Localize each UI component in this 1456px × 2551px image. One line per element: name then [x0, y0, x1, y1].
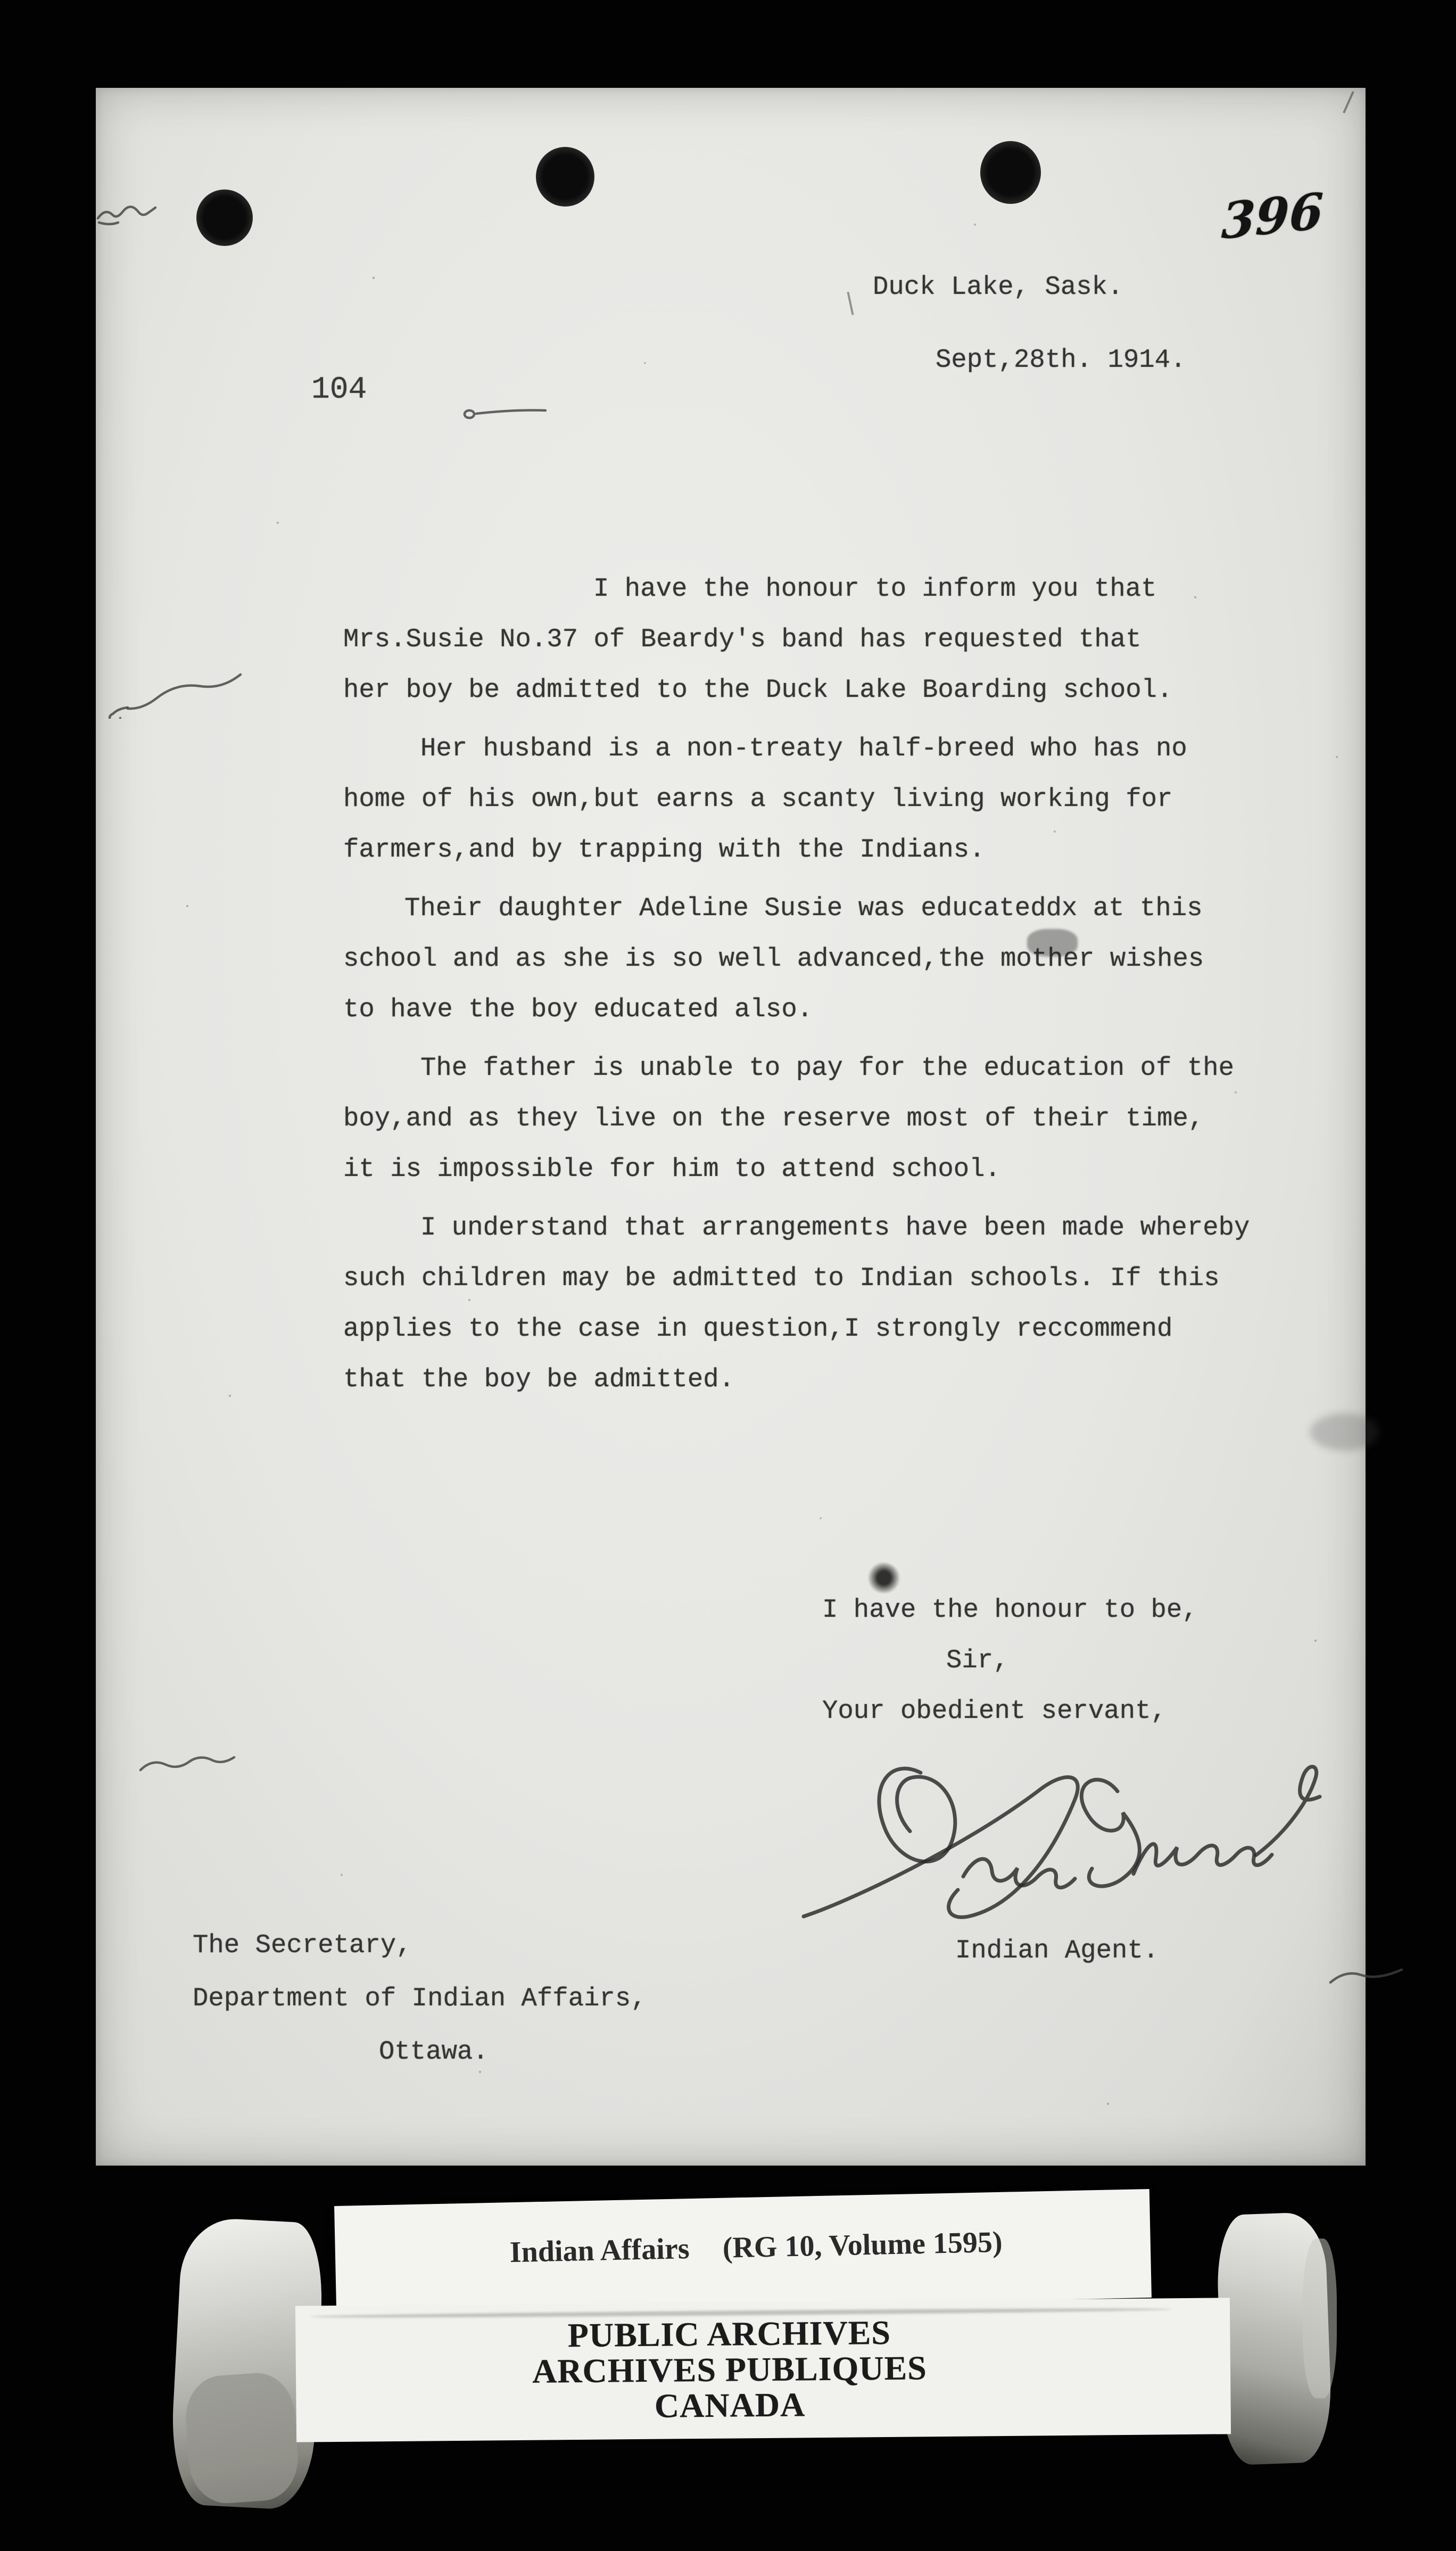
pen-squiggle-top-left: [95, 198, 159, 230]
body-line-p4-1: The father is unable to pay for the education of the: [420, 1053, 1235, 1083]
hole-punch-top-center: [536, 147, 594, 207]
closing-servant-line: Your obedient servant,: [822, 1696, 1167, 1726]
date-line: Sept,28th. 1914.: [936, 345, 1186, 375]
card-collection-label: Indian Affairs: [509, 2232, 690, 2269]
body-line-p1-2: Mrs.Susie No.37 of Beardy's band has requested that: [343, 624, 1141, 654]
recipient-line-1: The Secretary,: [193, 1930, 412, 1960]
stamp-line-1: PUBLIC ARCHIVES: [567, 2313, 891, 2355]
body-line-p4-2: boy,and as they live on the reserve most of their time,: [343, 1104, 1204, 1133]
archive-reference-card: [334, 2189, 1152, 2315]
signature-paul-schmidt: [788, 1741, 1325, 1938]
stamp-line-2: ARCHIVES PUBLIQUES: [532, 2349, 928, 2390]
body-line-p1-3: her boy be admitted to the Duck Lake Boarding school.: [343, 675, 1173, 705]
body-line-p3-1: Their daughter Adeline Susie was educateddx at this: [404, 893, 1203, 923]
pen-squiggle-left-lower: [137, 1754, 238, 1781]
signer-title: Indian Agent.: [955, 1936, 1159, 1965]
recipient-line-2: Department of Indian Affairs,: [193, 1984, 647, 2013]
ink-smudge: [867, 1562, 900, 1593]
pen-squiggle-left-margin: [101, 668, 245, 719]
body-line-p5-1: I understand that arrangements have been made whereby: [420, 1213, 1250, 1242]
body-line-p2-3: farmers,and by trapping with the Indians.: [343, 835, 985, 865]
closing-honour-line: I have the honour to be,: [822, 1595, 1198, 1625]
body-line-p5-4: that the boy be admitted.: [343, 1364, 735, 1394]
body-line-p5-3: applies to the case in question,I strongly reccommend: [343, 1314, 1173, 1344]
body-line-p2-1: Her husband is a non-treaty half-breed who has no: [420, 734, 1187, 763]
place-line: Duck Lake, Sask.: [873, 272, 1123, 302]
faint-smudge-right-edge: [1310, 1413, 1379, 1451]
pen-loop-dash: [455, 406, 548, 427]
body-line-p1-1: I have the honour to inform you that: [593, 574, 1157, 604]
typewriter-overstrike-smear: [1027, 929, 1078, 957]
hole-punch-top-right: [980, 141, 1041, 204]
closing-sir-line: Sir,: [946, 1645, 1009, 1675]
handwritten-page-number: 396: [1220, 182, 1325, 251]
stamp-line-3: CANADA: [654, 2385, 806, 2425]
pen-dash-right-margin: [1326, 1964, 1406, 1991]
hole-punch-left: [196, 190, 253, 246]
recipient-line-3: Ottawa.: [379, 2037, 489, 2067]
card-reference-label: (RG 10, Volume 1595): [722, 2225, 1003, 2265]
body-line-p5-2: such children may be admitted to Indian schools. If this: [343, 1263, 1220, 1293]
stamp-text-block: [295, 2312, 1164, 2426]
typed-page-number: 104: [311, 373, 367, 407]
paper-specks: [0, 0, 2, 2]
body-line-p3-2: school and as she is so well advanced,the mother wishes: [343, 944, 1204, 974]
film-reel-paper-right-streak: [1303, 2239, 1337, 2398]
body-line-p4-3: it is impossible for him to attend school.: [343, 1154, 1001, 1184]
body-line-p3-3: to have the boy educated also.: [343, 994, 813, 1024]
body-line-p2-2: home of his own,but earns a scanty living working for: [343, 784, 1173, 814]
film-reel-paper-left-shade: [183, 2371, 301, 2506]
public-archives-stamp: [295, 2298, 1231, 2442]
